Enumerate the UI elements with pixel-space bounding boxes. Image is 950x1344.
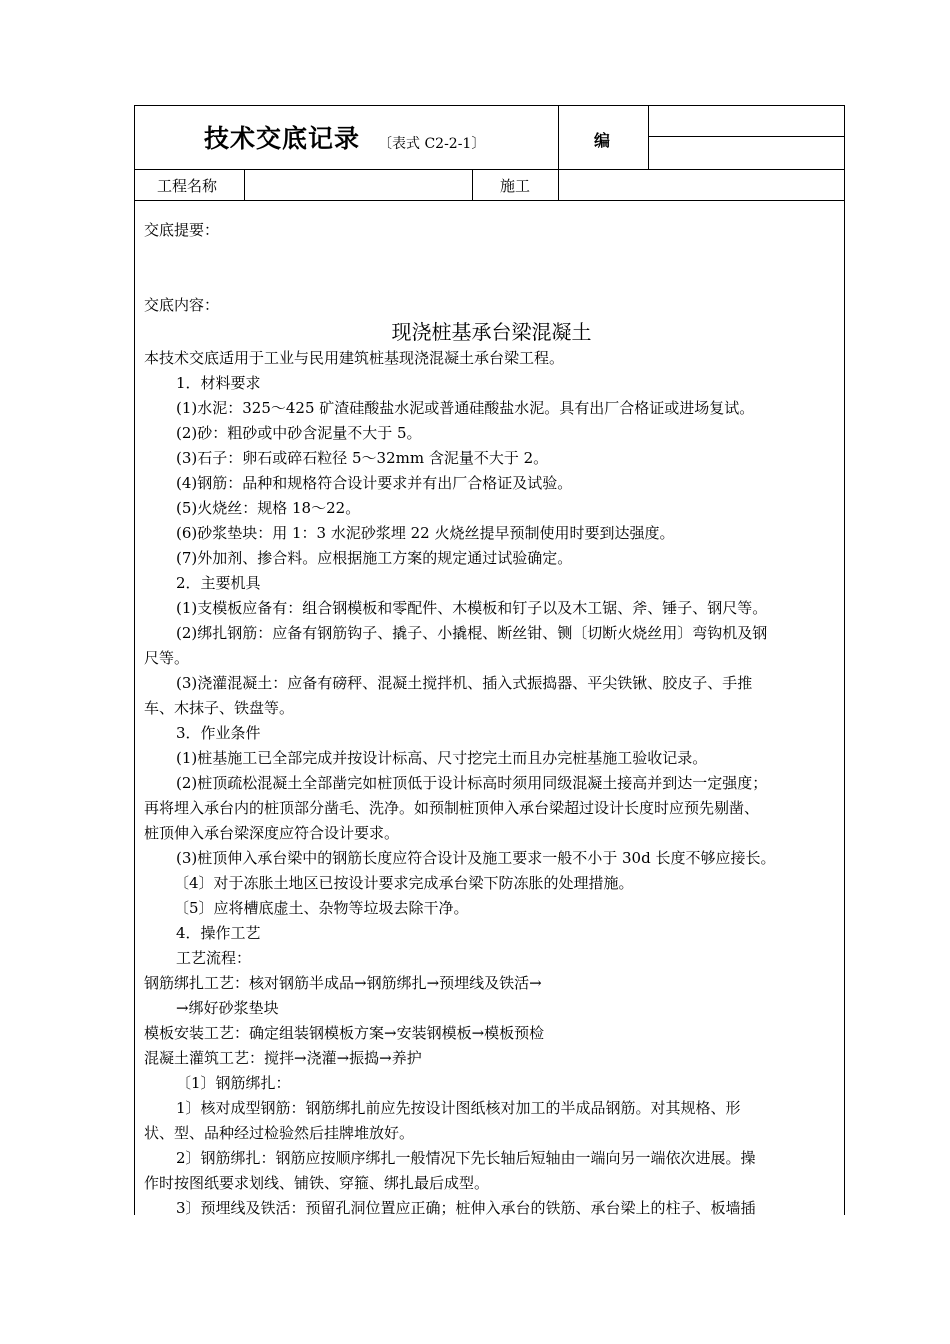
header-col-divider-2 bbox=[648, 105, 649, 169]
paragraph: (2)桩顶疏松混凝土全部凿完如桩顶低于设计标高时须用同级混凝土接高并到达一定强度； bbox=[176, 774, 768, 792]
disclosure-content bbox=[144, 218, 839, 1221]
number-label: 编 bbox=[594, 131, 611, 150]
paragraph: (6)砂浆垫块：用 1：3 水泥砂浆埋 22 火烧丝提早预制使用时要到达强度。 bbox=[176, 524, 675, 542]
construction-label: 施工 bbox=[500, 177, 531, 195]
paragraph: (5)火烧丝：规格 18～22。 bbox=[176, 499, 361, 517]
form-code: 〔表式 C2-2-1〕 bbox=[378, 136, 486, 152]
paragraph: 〔1〕钢筋绑扎： bbox=[176, 1074, 291, 1092]
number-value-field-2[interactable] bbox=[650, 138, 842, 167]
paragraph: 4．操作工艺 bbox=[176, 924, 261, 942]
paragraph: (2)砂：粗砂或中砂含泥量不大于 5。 bbox=[176, 424, 422, 442]
paragraph: 1．材料要求 bbox=[176, 374, 261, 392]
paragraph: (7)外加剂、掺合料。应根据施工方案的规定通过试验确定。 bbox=[176, 549, 573, 567]
paragraph: 混凝土灌筑工艺：搅拌→浇灌→振捣→养护 bbox=[144, 1049, 422, 1067]
paragraph: 作时按图纸要求划线、铺铁、穿箍、绑扎最后成型。 bbox=[144, 1174, 490, 1192]
paragraph: (1)桩基施工已全部完成并按设计标高、尺寸挖完土而且办完桩基施工验收记录。 bbox=[176, 749, 708, 767]
header-col-divider-1 bbox=[558, 105, 559, 200]
paragraph: 3〕预埋线及铁活：预留孔洞位置应正确；桩伸入承台的铁筋、承台梁上的柱子、板墙插 bbox=[176, 1199, 756, 1217]
paragraph: (1)支模板应备有：组合钢模板和零配件、木模板和钉子以及木工锯、斧、锤子、钢尺等。 bbox=[176, 599, 768, 617]
paragraph: 桩顶伸入承台梁深度应符合设计要求。 bbox=[144, 824, 400, 842]
paragraph: 〔4〕对于冻胀土地区已按设计要求完成承台梁下防冻胀的处理措施。 bbox=[174, 874, 634, 892]
paragraph: 本技术交底适用于工业与民用建筑桩基现浇混凝土承台梁工程。 bbox=[144, 349, 565, 367]
paragraph: 2〕钢筋绑扎：钢筋应按顺序绑扎一般情况下先长轴后短轴由一端向另一端依次进展。操 bbox=[176, 1149, 756, 1167]
paragraph: 3．作业条件 bbox=[176, 724, 261, 742]
construction-field[interactable] bbox=[562, 172, 842, 198]
paragraph: (3)浇灌混凝土：应备有磅秤、混凝土搅拌机、插入式振捣器、平尖铁锹、胶皮子、手推 bbox=[176, 674, 753, 692]
document-heading: 现浇桩基承台梁混凝土 bbox=[391, 320, 592, 344]
paragraph: 再将埋入承台内的桩顶部分凿毛、洗净。如预制桩顶伸入承台梁超过设计长度时应预先剔凿、 bbox=[144, 799, 760, 817]
paragraph: 模板安装工艺：确定组装钢模板方案→安装钢模板→模板预检 bbox=[144, 1024, 545, 1042]
paragraph: (2)绑扎钢筋：应备有钢筋钩子、撬子、小撬棍、断丝钳、铡〔切断火烧丝用〕弯钩机及钢 bbox=[176, 624, 768, 642]
header-divider bbox=[134, 169, 845, 170]
project-name-label: 工程名称 bbox=[157, 177, 218, 195]
paragraph: →绑好砂浆垫块 bbox=[176, 999, 279, 1017]
paragraph: (1)水泥：325～425 矿渣硅酸盐水泥或普通硅酸盐水泥。具有出厂合格证或进场复试。 bbox=[176, 399, 755, 417]
paragraph: 钢筋绑扎工艺：核对钢筋半成品→钢筋绑扎→预埋线及铁活→ bbox=[144, 974, 542, 992]
paragraph: 状、型、品种经过检验然后挂牌堆放好。 bbox=[144, 1124, 415, 1142]
paragraph: (3)石子：卵石或碎石粒径 5～32mm 含泥量不大于 2。 bbox=[176, 449, 549, 467]
paragraph: 车、木抹子、铁盘等。 bbox=[144, 699, 295, 717]
paragraph: 2．主要机具 bbox=[176, 574, 261, 592]
paragraph: 1〕核对成型钢筋：钢筋绑扎前应先按设计图纸核对加工的半成品钢筋。对其规格、形 bbox=[176, 1099, 741, 1117]
summary-area bbox=[144, 243, 839, 293]
content-label: 交底内容： bbox=[144, 296, 220, 314]
paragraph: (4)钢筋：品种和规格符合设计要求并有出厂合格证及试验。 bbox=[176, 474, 573, 492]
summary-label: 交底提要： bbox=[144, 221, 220, 239]
form-title: 技术交底记录 bbox=[204, 124, 361, 153]
paragraph: (3)桩顶伸入承台梁中的钢筋长度应符合设计及施工要求一般不小于 30d 长度不够应接长。 bbox=[176, 849, 776, 867]
paragraph: 〔5〕应将槽底虚土、杂物等垃圾去除干净。 bbox=[174, 899, 469, 917]
paragraph-list bbox=[144, 346, 839, 1221]
paragraph: 工艺流程： bbox=[176, 949, 252, 967]
info-row-divider bbox=[134, 200, 845, 201]
number-cell-divider bbox=[648, 136, 845, 137]
info-col-divider-1 bbox=[244, 169, 245, 200]
number-value-field-1[interactable] bbox=[650, 108, 842, 134]
info-col-divider-2 bbox=[472, 169, 473, 200]
paragraph: 尺等。 bbox=[144, 649, 190, 667]
project-name-field[interactable] bbox=[248, 172, 468, 198]
